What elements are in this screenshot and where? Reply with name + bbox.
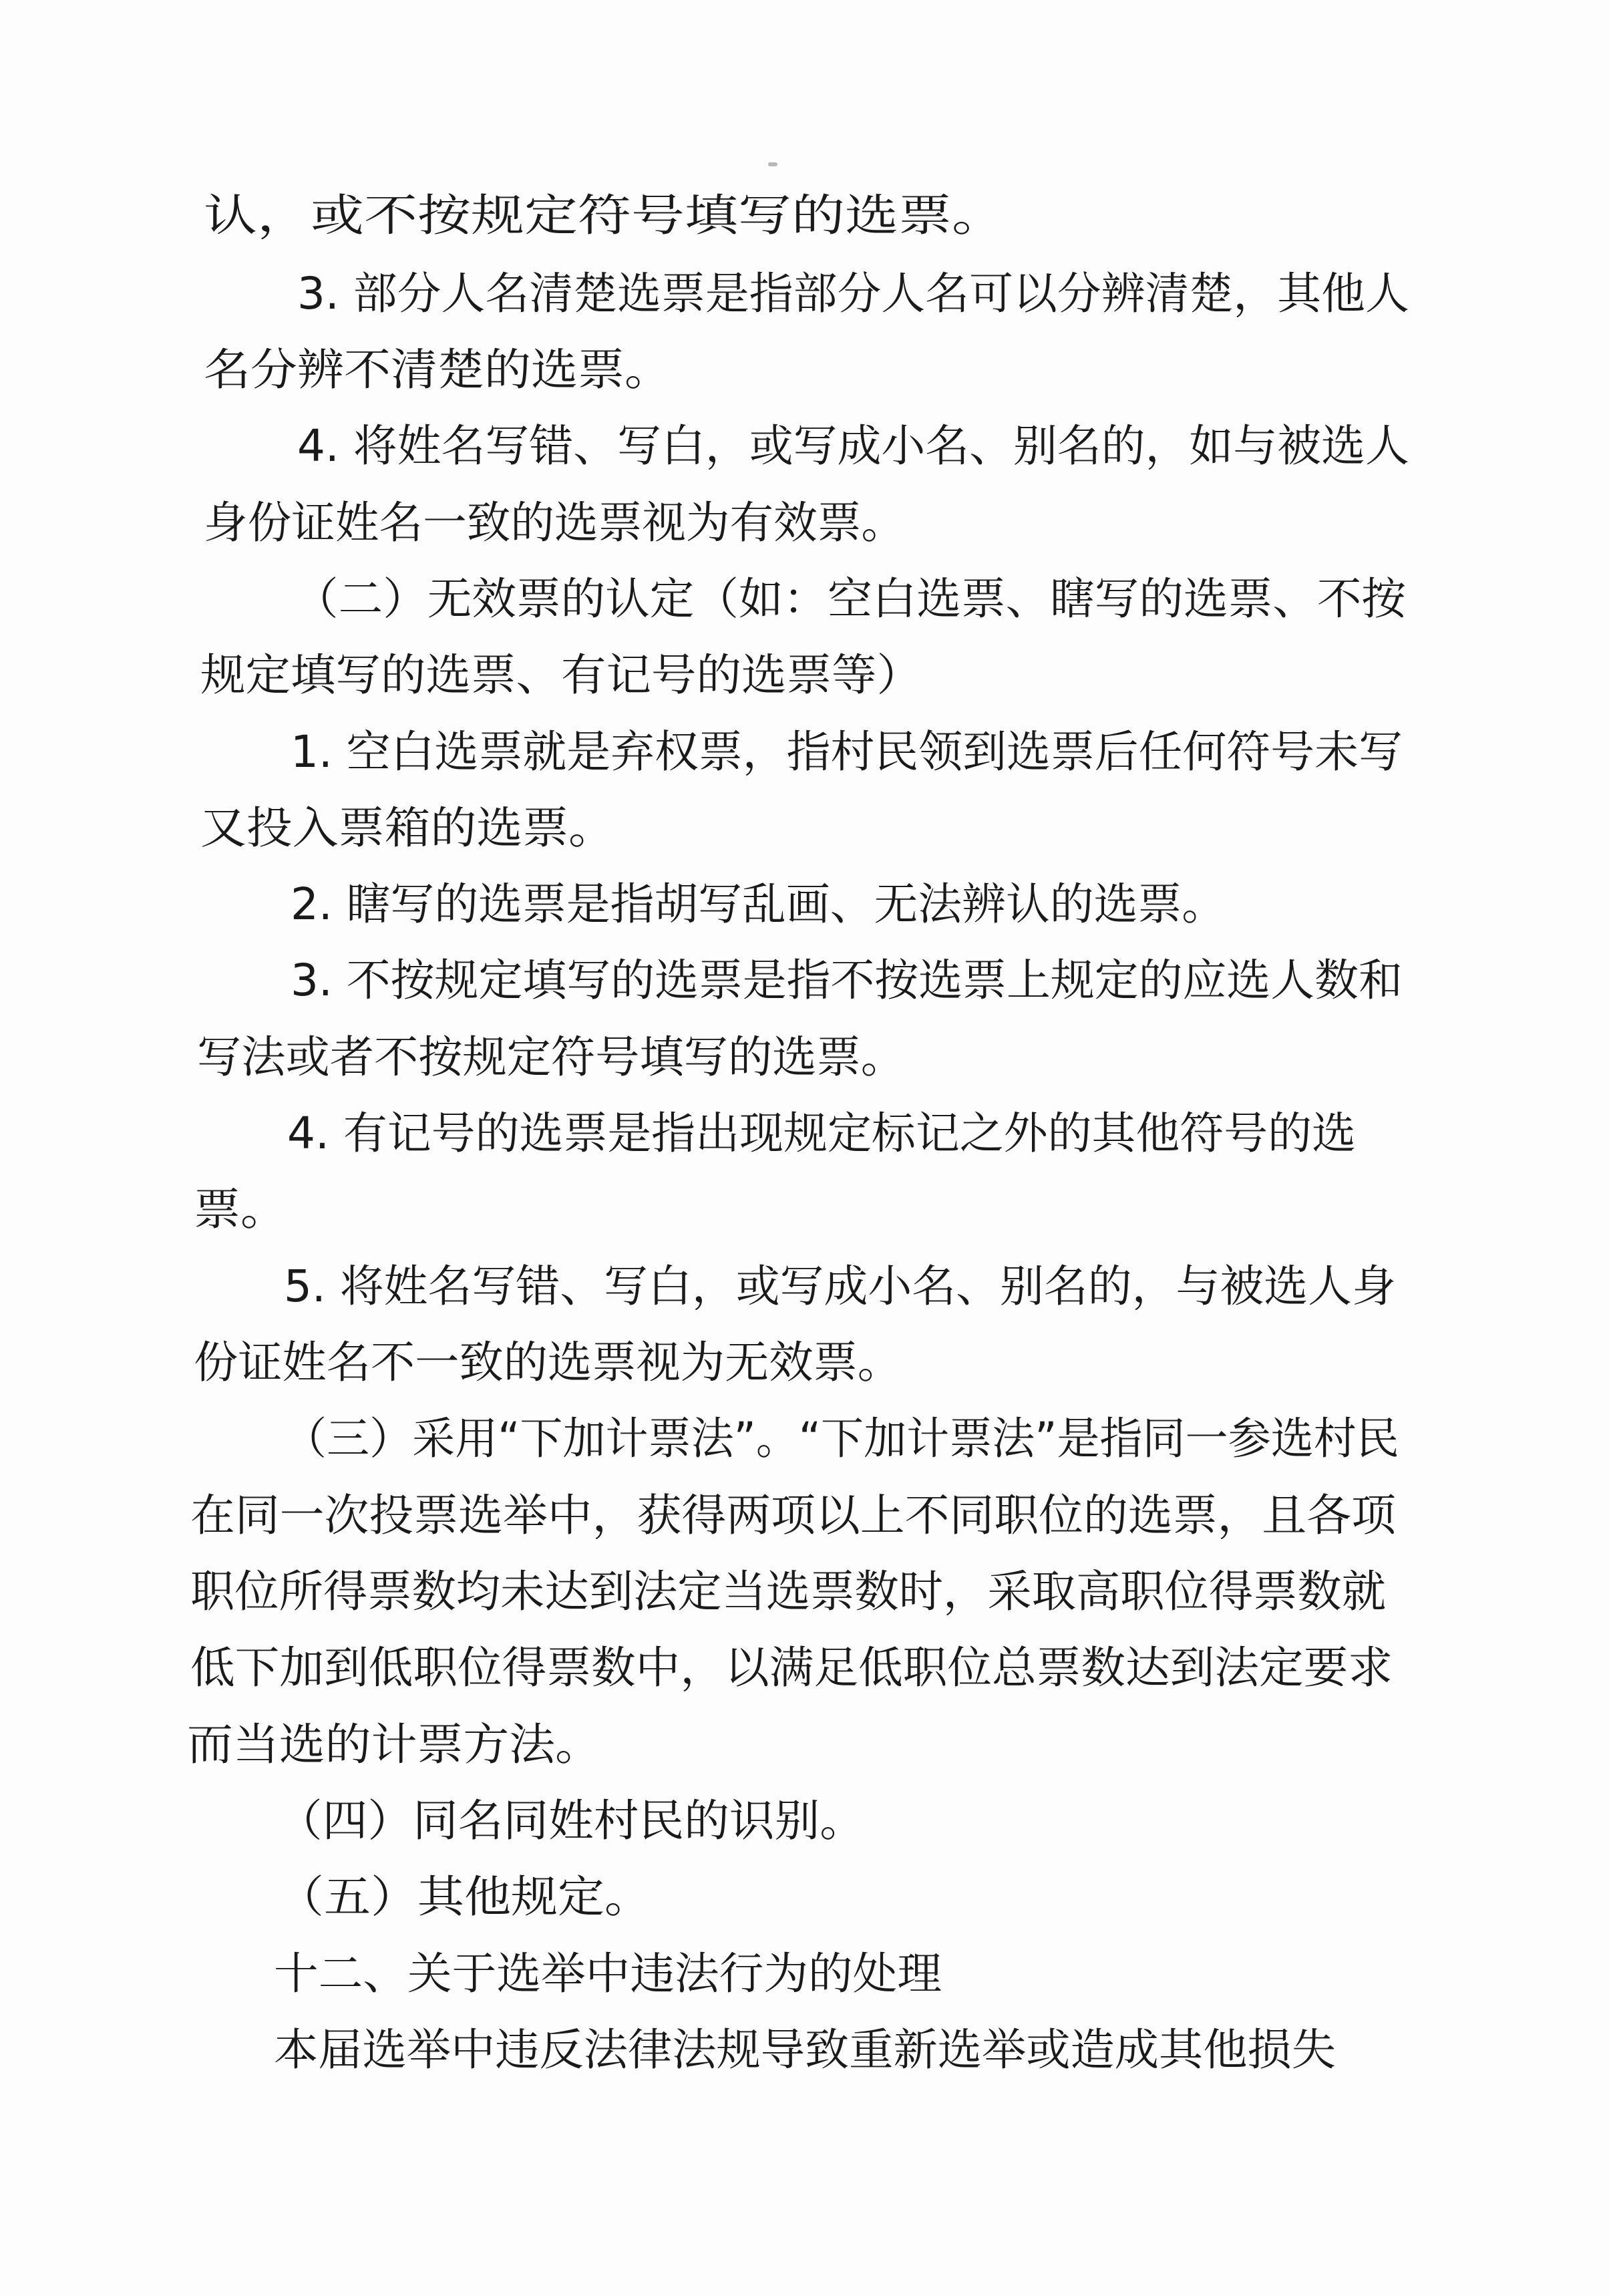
text-line-13: 4. 有记号的选票是指出现规定标记之外的其他符号的选 (287, 1108, 1357, 1159)
text-line-20: 低下加到低职位得票数中，以满足低职位总票数达到法定要求 (190, 1642, 1393, 1693)
text-line-14: 票。 (194, 1184, 287, 1235)
text-line-8: 1. 空白选票就是弃权票，指村民领到选票后任何符号未写 (291, 726, 1403, 778)
text-line-19: 职位所得票数均未达到法定当选票数时，采取高职位得票数就 (190, 1566, 1387, 1617)
text-line-12: 写法或者不按规定符号填写的选票。 (197, 1031, 906, 1083)
text-line-16: 份证姓名不一致的选票视为无效票。 (194, 1337, 902, 1388)
text-line-10: 2. 瞎写的选票是指胡写乱画、无法辨认的选票。 (291, 878, 1226, 930)
text-line-2: 3. 部分人名清楚选票是指部分人名可以分辨清楚，其他人 (297, 268, 1409, 319)
text-line-25: 本届选举中违反法律法规导致重新选举或造成其他损失 (274, 2024, 1336, 2076)
text-line-7: 规定填写的选票、有记号的选票等） (200, 649, 922, 701)
text-line-6: （二）无效票的认定（如：空白选票、瞎写的选票、不按 (294, 573, 1407, 625)
text-line-18: 在同一次投票选举中，获得两项以上不同职位的选票，且各项 (190, 1490, 1396, 1541)
text-line-23: （五）其他规定。 (277, 1871, 651, 1923)
text-line-24: 十二、关于选举中违法行为的处理 (274, 1948, 942, 1999)
text-line-15: 5. 将姓名写错、写白，或写成小名、别名的，与被选人身 (284, 1261, 1396, 1312)
text-line-9: 又投入票箱的选票。 (200, 802, 615, 854)
text-line-21: 而当选的计票方法。 (187, 1719, 602, 1770)
text-line-5: 身份证姓名一致的选票视为有效票。 (204, 497, 905, 548)
text-line-1: 认，或不按规定符号填写的选票。 (204, 190, 1005, 241)
text-line-4: 4. 将姓名写错、写白，或写成小名、别名的，如与被选人 (297, 420, 1409, 472)
text-line-22: （四）同名同姓村民的识别。 (277, 1795, 865, 1846)
text-line-17: （三）采用“下加计票法”。“下加计票法”是指同一参选村民 (284, 1413, 1399, 1464)
text-line-3: 名分辨不清楚的选票。 (204, 344, 671, 395)
text-line-11: 3. 不按规定填写的选票是指不按选票上规定的应选人数和 (291, 955, 1403, 1006)
scan-speck (768, 162, 777, 166)
